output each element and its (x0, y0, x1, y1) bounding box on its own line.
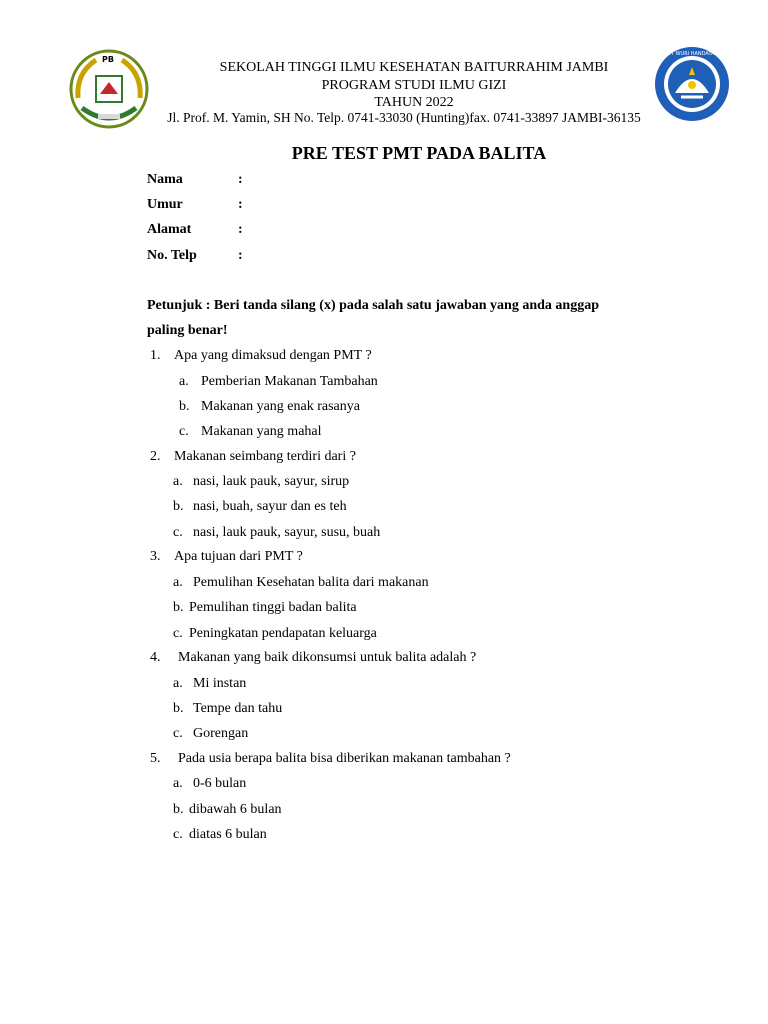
question-number: 5. (150, 751, 161, 766)
option-text: diatas 6 bulan (189, 827, 267, 842)
option-letter: a. (173, 776, 183, 791)
option-letter: c. (173, 827, 183, 842)
option-text: Makanan yang enak rasanya (201, 399, 360, 414)
option-text: 0-6 bulan (193, 776, 247, 791)
question-text: Makanan yang baik dikonsumsi untuk balita adalah ? (178, 650, 477, 665)
year: TAHUN 2022 (374, 95, 454, 110)
option-letter: b. (173, 499, 184, 514)
option-text: nasi, lauk pauk, sayur, sirup (193, 474, 350, 489)
identity-label-umur: Umur (147, 197, 183, 212)
option-text: Gorengan (193, 726, 249, 741)
option-letter: b. (179, 399, 190, 414)
option-text: Peningkatan pendapatan keluarga (189, 626, 377, 641)
question-number: 3. (150, 549, 161, 564)
option-letter: b. (173, 701, 184, 716)
option-letter: c. (173, 525, 183, 540)
identity-label-nama: Nama (147, 172, 183, 187)
program-name: PROGRAM STUDI ILMU GIZI (321, 78, 507, 93)
option-text: Tempe dan tahu (193, 701, 283, 716)
question-text: Pada usia berapa balita bisa diberikan makanan tambahan ? (178, 751, 511, 766)
page-title: PRE TEST PMT PADA BALITA (291, 143, 547, 163)
question-text: Apa yang dimaksud dengan PMT ? (174, 348, 372, 363)
option-letter: b. (173, 802, 184, 817)
option-letter: b. (173, 600, 184, 615)
option-letter: a. (173, 575, 183, 590)
option-text: Mi instan (193, 676, 247, 691)
address: Jl. Prof. M. Yamin, SH No. Telp. 0741-33030 (Hunting)fax. 0741-33897 JAMBI-36135 (167, 110, 641, 125)
question-number: 4. (150, 650, 161, 665)
option-letter: c. (173, 626, 183, 641)
logo-pb-text: PB (102, 55, 114, 64)
option-text: dibawah 6 bulan (189, 802, 282, 817)
option-letter: a. (179, 374, 189, 389)
question-number: 2. (150, 449, 161, 464)
option-text: Pemulihan Kesehatan balita dari makanan (193, 575, 429, 590)
option-letter: a. (173, 474, 183, 489)
identity-label-telp: No. Telp (147, 248, 197, 263)
logo-motto-text: TUT WURI HANDAYANI (664, 51, 720, 57)
identity-label-alamat: Alamat (147, 222, 192, 237)
option-letter: c. (179, 424, 189, 439)
institution-name: SEKOLAH TINGGI ILMU KESEHATAN BAITURRAHIM JAMBI (219, 60, 609, 75)
option-text: Pemberian Makanan Tambahan (201, 374, 378, 389)
option-text: Makanan yang mahal (201, 424, 322, 439)
instruction-line-2: paling benar! (147, 323, 228, 338)
identity-colon: : (238, 222, 243, 237)
identity-colon: : (238, 197, 243, 212)
option-letter: c. (173, 726, 183, 741)
identity-colon: : (238, 248, 243, 263)
question-text: Apa tujuan dari PMT ? (174, 549, 303, 564)
question-text: Makanan seimbang terdiri dari ? (174, 449, 356, 464)
option-text: Pemulihan tinggi badan balita (189, 600, 357, 615)
instruction-line-1: Petunjuk : Beri tanda silang (x) pada salah satu jawaban yang anda anggap (147, 298, 599, 313)
option-text: nasi, buah, sayur dan es teh (193, 499, 347, 514)
option-text: nasi, lauk pauk, sayur, susu, buah (193, 525, 381, 540)
question-number: 1. (150, 348, 161, 363)
identity-colon: : (238, 172, 243, 187)
option-letter: a. (173, 676, 183, 691)
